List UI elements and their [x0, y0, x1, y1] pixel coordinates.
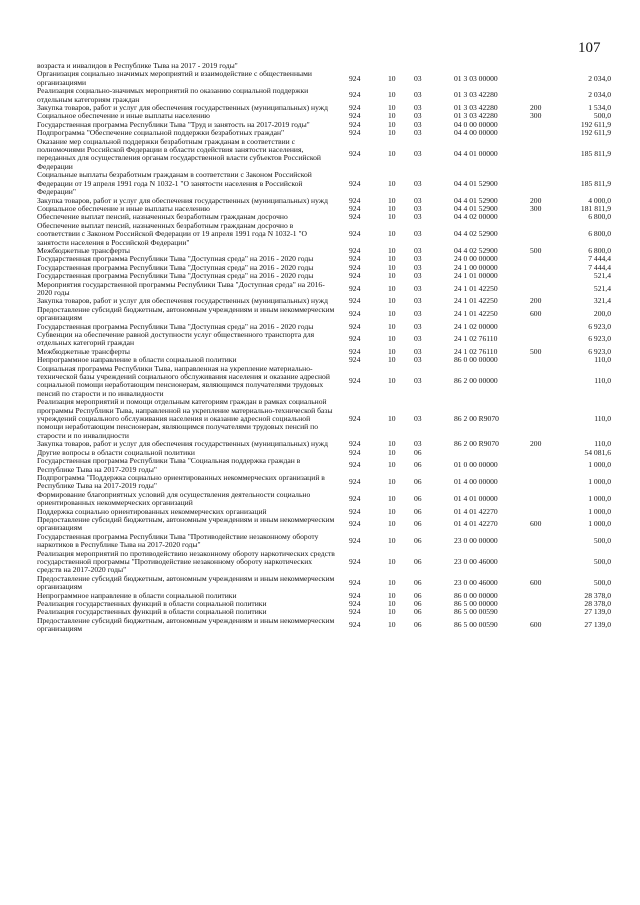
row-target-article: 24 1 02 76110 — [454, 334, 498, 344]
row-subsection-code: 03 — [414, 321, 422, 331]
row-amount: 27 139,0 — [584, 607, 611, 617]
row-expense-type: 600 — [530, 308, 542, 318]
row-ministry-code: 924 — [349, 346, 361, 356]
row-amount: 1 000,0 — [588, 519, 611, 529]
row-ministry-code: 924 — [349, 254, 361, 264]
row-description: Закупка товаров, работ и услуг для обеспечения государственных (муниципальных) нужд — [37, 103, 328, 113]
row-ministry-code: 924 — [349, 128, 361, 138]
row-target-article: 86 2 00 00000 — [454, 376, 498, 386]
row-amount: 110,0 — [594, 414, 611, 424]
table-row — [37, 70, 611, 87]
row-amount: 110,0 — [594, 376, 611, 386]
row-expense-type: 500 — [530, 245, 542, 255]
row-subsection-code: 03 — [414, 414, 422, 424]
row-description: Предоставление субсидий бюджетным, автономным учреждениям и иным некоммерческим организациям — [37, 573, 335, 592]
row-section-code: 10 — [388, 296, 396, 306]
row-subsection-code: 03 — [414, 119, 422, 129]
row-section-code: 10 — [388, 414, 396, 424]
row-target-article: 86 2 00 R9070 — [454, 414, 499, 424]
row-subsection-code: 03 — [414, 262, 422, 272]
row-subsection-code: 03 — [414, 245, 422, 255]
table-row — [37, 138, 611, 172]
row-description: Непрограммное направление в области социальной политики — [37, 590, 237, 600]
row-ministry-code: 924 — [349, 73, 361, 83]
row-subsection-code: 06 — [414, 577, 422, 587]
row-amount: 54 081,6 — [584, 447, 611, 457]
row-expense-type: 200 — [530, 195, 542, 205]
row-section-code: 10 — [388, 212, 396, 222]
row-subsection-code: 03 — [414, 111, 422, 121]
row-description: Социальное обеспечение и иные выплаты населению — [37, 111, 210, 121]
row-subsection-code: 03 — [414, 439, 422, 449]
row-target-article: 04 4 01 52900 — [454, 195, 498, 205]
row-subsection-code: 03 — [414, 308, 422, 318]
row-subsection-code: 06 — [414, 506, 422, 516]
row-description: Реализация государственных функций в области социальной политики — [37, 599, 267, 608]
row-ministry-code: 924 — [349, 283, 361, 293]
row-subsection-code: 03 — [414, 195, 422, 205]
row-amount: 521,4 — [593, 271, 611, 281]
row-description: Реализация государственных функций в области социальной политики — [37, 607, 267, 617]
row-amount: 7 444,4 — [588, 262, 611, 272]
row-amount: 1 000,0 — [588, 506, 611, 516]
row-section-code: 10 — [388, 245, 396, 255]
table-row — [37, 550, 611, 575]
row-section-code: 10 — [388, 229, 396, 239]
row-description: возраста и инвалидов в Республике Тыва на 2017 - 2019 годы" — [37, 61, 238, 70]
row-section-code: 10 — [388, 271, 396, 281]
row-target-article: 04 4 02 52900 — [454, 229, 498, 239]
row-ministry-code: 924 — [349, 506, 361, 516]
row-target-article: 01 4 00 00000 — [454, 477, 498, 487]
table-row — [37, 171, 611, 196]
row-ministry-code: 924 — [349, 212, 361, 222]
row-subsection-code: 03 — [414, 254, 422, 264]
row-ministry-code: 924 — [349, 245, 361, 255]
row-amount: 4 000,0 — [588, 195, 611, 205]
row-subsection-code: 06 — [414, 493, 422, 503]
row-section-code: 10 — [388, 262, 396, 272]
row-ministry-code: 924 — [349, 414, 361, 424]
row-description: Закупка товаров, работ и услуг для обеспечения государственных (муниципальных) нужд — [37, 195, 328, 205]
row-target-article: 86 5 00 00590 — [454, 620, 498, 630]
row-expense-type: 300 — [530, 203, 542, 213]
row-ministry-code: 924 — [349, 334, 361, 344]
row-ministry-code: 924 — [349, 149, 361, 159]
row-amount: 2 034,0 — [588, 73, 611, 83]
row-section-code: 10 — [388, 577, 396, 587]
row-description: Непрограммное направление в области социальной политики — [37, 355, 237, 365]
row-expense-type: 200 — [530, 296, 542, 306]
row-ministry-code: 924 — [349, 477, 361, 487]
row-section-code: 10 — [388, 283, 396, 293]
row-target-article: 24 1 00 00000 — [454, 262, 498, 272]
row-description: Предоставление субсидий бюджетным, автономным учреждениям и иным некоммерческим организациям — [37, 615, 335, 634]
row-subsection-code: 06 — [414, 620, 422, 630]
row-ministry-code: 924 — [349, 376, 361, 386]
row-ministry-code: 924 — [349, 599, 361, 608]
row-amount: 185 811,9 — [580, 178, 611, 188]
row-description: Субвенции на обеспечение равной доступности услуг общественного транспорта для отдельных категорий граждан — [37, 330, 315, 348]
table-row — [37, 306, 611, 323]
row-section-code: 10 — [388, 599, 396, 608]
row-subsection-code: 03 — [414, 296, 422, 306]
row-section-code: 10 — [388, 607, 396, 617]
row-subsection-code: 03 — [414, 283, 422, 293]
row-section-code: 10 — [388, 321, 396, 331]
row-amount: 185 811,9 — [580, 149, 611, 159]
row-subsection-code: 03 — [414, 212, 422, 222]
row-ministry-code: 924 — [349, 90, 361, 100]
table-row — [37, 617, 611, 634]
row-description: Другие вопросы в области социальной политики — [37, 447, 195, 457]
row-description: Мероприятия государственной программы Республики Тыва "Доступная среда" на 2016-2020 годы — [37, 279, 325, 297]
row-amount: 27 139,0 — [584, 620, 611, 630]
row-target-article: 86 2 00 R9070 — [454, 439, 499, 449]
row-amount: 1 534,0 — [588, 103, 611, 113]
row-ministry-code: 924 — [349, 178, 361, 188]
row-target-article: 01 4 01 42270 — [454, 506, 498, 516]
row-section-code: 10 — [388, 535, 396, 545]
table-row — [37, 575, 611, 592]
row-description: Социальная программа Республики Тыва, направленная на укрепление материально-технической базы учреждений социального обслуживания населения и оказание адресной социальной помощи неработающим пенсионерам, являющимся получателями трудовых пенсий по старости и по инвалидности — [37, 363, 330, 398]
row-description: Организация социально значимых мероприятий и взаимодействие с общественными организациями — [37, 69, 312, 87]
row-target-article: 24 1 02 76110 — [454, 346, 498, 356]
row-description: Государственная программа Республики Тыва "Противодействие незаконному обороту наркотиков в Республике Тыва на 2017-2020 годы" — [37, 531, 319, 550]
row-target-article: 04 4 00 00000 — [454, 128, 498, 138]
row-section-code: 10 — [388, 620, 396, 630]
row-subsection-code: 03 — [414, 73, 422, 83]
row-ministry-code: 924 — [349, 203, 361, 213]
row-target-article: 04 4 02 52900 — [454, 245, 498, 255]
row-amount: 500,0 — [593, 577, 611, 587]
row-target-article: 01 4 01 00000 — [454, 493, 498, 503]
row-amount: 28 378,0 — [584, 599, 611, 608]
row-target-article: 24 1 02 00000 — [454, 321, 498, 331]
row-ministry-code: 924 — [349, 271, 361, 281]
table-row — [37, 533, 611, 550]
row-description: Закупка товаров, работ и услуг для обеспечения государственных (муниципальных) нужд — [37, 296, 328, 306]
row-target-article: 04 4 01 52900 — [454, 203, 498, 213]
row-target-article: 01 3 03 00000 — [454, 73, 498, 83]
row-section-code: 10 — [388, 90, 396, 100]
budget-table — [37, 62, 611, 634]
row-expense-type: 600 — [530, 620, 542, 630]
row-description: Социальные выплаты безработным гражданам в соответствии с Законом Российской Федерации от 19 апреля 1991 года N 1032-1 "О занятости населения в Российской Федерации" — [37, 170, 312, 197]
row-amount: 192 611,9 — [580, 119, 611, 129]
row-ministry-code: 924 — [349, 308, 361, 318]
row-ministry-code: 924 — [349, 296, 361, 306]
row-description: Формирование благоприятных условий для осуществления деятельности социально ориентированных некоммерческих организаций — [37, 489, 311, 508]
row-description: Государственная программа Республики Тыва "Доступная среда" на 2016 - 2020 годы — [37, 271, 314, 281]
row-amount: 1 000,0 — [588, 460, 611, 470]
row-expense-type: 200 — [530, 439, 542, 449]
row-subsection-code: 06 — [414, 477, 422, 487]
row-section-code: 10 — [388, 477, 396, 487]
row-target-article: 24 1 01 42250 — [454, 283, 498, 293]
row-amount: 6 923,0 — [588, 321, 611, 331]
table-row — [37, 331, 611, 348]
row-description: Обеспечение выплат пенсий, назначенных безработным гражданам досрочно — [37, 212, 288, 222]
row-expense-type: 600 — [530, 577, 542, 587]
row-section-code: 10 — [388, 506, 396, 516]
row-amount: 110,0 — [594, 439, 611, 449]
row-section-code: 10 — [388, 73, 396, 83]
row-amount: 200,0 — [593, 308, 611, 318]
row-ministry-code: 924 — [349, 439, 361, 449]
table-row — [37, 281, 611, 298]
page-number: 107 — [578, 40, 601, 56]
row-section-code: 10 — [388, 178, 396, 188]
row-target-article: 23 0 00 46000 — [454, 577, 498, 587]
row-target-article: 86 0 00 00000 — [454, 590, 498, 600]
row-description: Предоставление субсидий бюджетным, автономным учреждениям и иным некоммерческим организациям — [37, 514, 335, 533]
row-description: Государственная программа Республики Тыва "Доступная среда" на 2016 - 2020 годы — [37, 321, 314, 331]
row-target-article: 24 1 01 42250 — [454, 296, 498, 306]
row-ministry-code: 924 — [349, 519, 361, 529]
row-section-code: 10 — [388, 203, 396, 213]
row-target-article: 01 3 03 42280 — [454, 111, 498, 121]
row-section-code: 10 — [388, 519, 396, 529]
row-subsection-code: 06 — [414, 590, 422, 600]
row-subsection-code: 06 — [414, 599, 422, 608]
row-subsection-code: 06 — [414, 519, 422, 529]
row-amount: 6 800,0 — [588, 212, 611, 222]
row-amount: 321,4 — [593, 296, 611, 306]
row-ministry-code: 924 — [349, 493, 361, 503]
row-ministry-code: 924 — [349, 535, 361, 545]
row-subsection-code: 03 — [414, 203, 422, 213]
row-ministry-code: 924 — [349, 590, 361, 600]
row-description: Социальное обеспечение и иные выплаты населению — [37, 203, 210, 213]
row-section-code: 10 — [388, 119, 396, 129]
row-target-article: 04 4 01 52900 — [454, 178, 498, 188]
row-section-code: 10 — [388, 111, 396, 121]
row-amount: 1 000,0 — [588, 477, 611, 487]
row-description: Обеспечение выплат пенсий, назначенных безработным гражданам досрочно в соответствии с Законом Российской Федерации от 19 апреля 1991 года N 1032-1 "О занятости населения в Российской Федерации" — [37, 220, 308, 247]
row-amount: 181 811,9 — [580, 203, 611, 213]
row-ministry-code: 924 — [349, 577, 361, 587]
row-expense-type: 300 — [530, 111, 542, 121]
row-amount: 6 923,0 — [588, 346, 611, 356]
row-expense-type: 500 — [530, 346, 542, 356]
row-subsection-code: 03 — [414, 103, 422, 113]
row-subsection-code: 03 — [414, 128, 422, 138]
row-section-code: 10 — [388, 493, 396, 503]
row-description: Подпрограмма "Обеспечение социальной поддержки безработных граждан" — [37, 128, 285, 138]
row-ministry-code: 924 — [349, 556, 361, 566]
row-subsection-code: 06 — [414, 460, 422, 470]
row-subsection-code: 03 — [414, 90, 422, 100]
table-row — [37, 516, 611, 533]
table-row — [37, 398, 611, 440]
row-target-article: 01 4 01 42270 — [454, 519, 498, 529]
row-target-article: 04 0 00 00000 — [454, 119, 498, 129]
table-row — [37, 365, 611, 399]
row-description: Предоставление субсидий бюджетным, автономным учреждениям и иным некоммерческим организациям — [37, 304, 335, 323]
row-description: Межбюджетные трансферты — [37, 346, 130, 356]
row-expense-type: 200 — [530, 103, 542, 113]
row-amount: 7 444,4 — [588, 254, 611, 264]
row-section-code: 10 — [388, 556, 396, 566]
row-subsection-code: 03 — [414, 346, 422, 356]
row-description: Межбюджетные трансферты — [37, 245, 130, 255]
row-ministry-code: 924 — [349, 460, 361, 470]
row-subsection-code: 03 — [414, 178, 422, 188]
row-section-code: 10 — [388, 334, 396, 344]
row-subsection-code: 06 — [414, 556, 422, 566]
row-ministry-code: 924 — [349, 119, 361, 129]
row-ministry-code: 924 — [349, 321, 361, 331]
row-target-article: 24 1 01 00000 — [454, 271, 498, 281]
row-description: Государственная программа Республики Тыва "Социальная поддержка граждан в Республике Тыва на 2017-2019 годы" — [37, 456, 301, 474]
row-section-code: 10 — [388, 376, 396, 386]
row-target-article: 01 3 03 42280 — [454, 90, 498, 100]
table-row — [37, 491, 611, 508]
table-row — [37, 87, 611, 104]
row-subsection-code: 06 — [414, 607, 422, 617]
row-target-article: 86 5 00 00590 — [454, 607, 498, 617]
row-amount: 521,4 — [593, 283, 611, 293]
table-row — [37, 222, 611, 247]
row-section-code: 10 — [388, 128, 396, 138]
row-description: Реализация социально-значимых мероприятий по оказанию социальной поддержки отдельным категориям граждан — [37, 86, 309, 104]
row-section-code: 10 — [388, 346, 396, 356]
row-amount: 500,0 — [593, 111, 611, 121]
row-ministry-code: 924 — [349, 262, 361, 272]
row-subsection-code: 03 — [414, 334, 422, 344]
row-target-article: 23 0 00 00000 — [454, 535, 498, 545]
row-amount: 500,0 — [593, 556, 611, 566]
row-ministry-code: 924 — [349, 620, 361, 630]
row-target-article: 04 4 02 00000 — [454, 212, 498, 222]
row-subsection-code: 06 — [414, 535, 422, 545]
row-subsection-code: 03 — [414, 149, 422, 159]
row-subsection-code: 03 — [414, 229, 422, 239]
row-ministry-code: 924 — [349, 447, 361, 457]
row-target-article: 24 0 00 00000 — [454, 254, 498, 264]
row-section-code: 10 — [388, 149, 396, 159]
row-section-code: 10 — [388, 590, 396, 600]
row-amount: 6 923,0 — [588, 334, 611, 344]
row-subsection-code: 03 — [414, 355, 422, 365]
row-description: Государственная программа Республики Тыва "Труд и занятость на 2017-2019 годы" — [37, 119, 310, 129]
row-amount: 192 611,9 — [580, 128, 611, 138]
row-ministry-code: 924 — [349, 111, 361, 121]
row-ministry-code: 924 — [349, 355, 361, 365]
row-target-article: 86 0 00 00000 — [454, 355, 498, 365]
row-ministry-code: 924 — [349, 103, 361, 113]
row-amount: 110,0 — [594, 355, 611, 365]
row-section-code: 10 — [388, 355, 396, 365]
row-target-article: 01 0 00 00000 — [454, 460, 498, 470]
row-amount: 28 378,0 — [584, 590, 611, 600]
row-description: Поддержка социально ориентированных некоммерческих организаций — [37, 506, 267, 516]
row-section-code: 10 — [388, 308, 396, 318]
row-subsection-code: 06 — [414, 447, 422, 457]
row-section-code: 10 — [388, 460, 396, 470]
table-row — [37, 474, 611, 491]
row-amount: 1 000,0 — [588, 493, 611, 503]
row-section-code: 10 — [388, 195, 396, 205]
row-target-article: 23 0 00 46000 — [454, 556, 498, 566]
row-section-code: 10 — [388, 254, 396, 264]
row-target-article: 24 1 01 42250 — [454, 308, 498, 318]
row-amount: 6 800,0 — [588, 245, 611, 255]
row-description: Оказание мер социальной поддержки безработным гражданам в соответствии с полномочиями Российской Федерации в области содействия занятости населения, переданных для осуществления органам государственной власти субъектов Российской Федерации — [37, 136, 322, 171]
table-row — [37, 457, 611, 474]
row-description: Реализация мероприятий и помощи отдельным категориям граждан в рамках социальной программы Республики Тыва, направленной на укрепление материально-технической базы учреждений социального обслуживания населения и оказание адресной социальной помощи неработающим пенсионерам, являющимся получателями трудовых пенсий по старости и по инвалидности — [37, 397, 333, 440]
row-description: Реализация мероприятий по противодействию незаконному обороту наркотических средств государственной программы "Противодействие незаконному обороту наркотических средств на 2017-2020 годы" — [37, 548, 335, 575]
row-expense-type: 600 — [530, 519, 542, 529]
row-subsection-code: 03 — [414, 271, 422, 281]
row-section-code: 10 — [388, 439, 396, 449]
row-target-article: 04 4 01 00000 — [454, 149, 498, 159]
row-section-code: 10 — [388, 447, 396, 457]
row-ministry-code: 924 — [349, 195, 361, 205]
row-ministry-code: 924 — [349, 229, 361, 239]
row-description: Подпрограмма "Поддержка социально ориентированных некоммерческих организаций в Республике Тыва на 2017-2019 годы" — [37, 472, 325, 491]
row-description: Государственная программа Республики Тыва "Доступная среда" на 2016 - 2020 годы — [37, 254, 314, 264]
row-subsection-code: 03 — [414, 376, 422, 386]
row-amount: 500,0 — [593, 535, 611, 545]
row-description: Государственная программа Республики Тыва "Доступная среда" на 2016 - 2020 годы — [37, 262, 314, 272]
row-target-article: 01 3 03 42280 — [454, 103, 498, 113]
row-amount: 2 034,0 — [588, 90, 611, 100]
row-target-article: 86 5 00 00000 — [454, 599, 498, 608]
row-ministry-code: 924 — [349, 607, 361, 617]
row-amount: 6 800,0 — [588, 229, 611, 239]
row-description: Закупка товаров, работ и услуг для обеспечения государственных (муниципальных) нужд — [37, 439, 328, 449]
row-section-code: 10 — [388, 103, 396, 113]
